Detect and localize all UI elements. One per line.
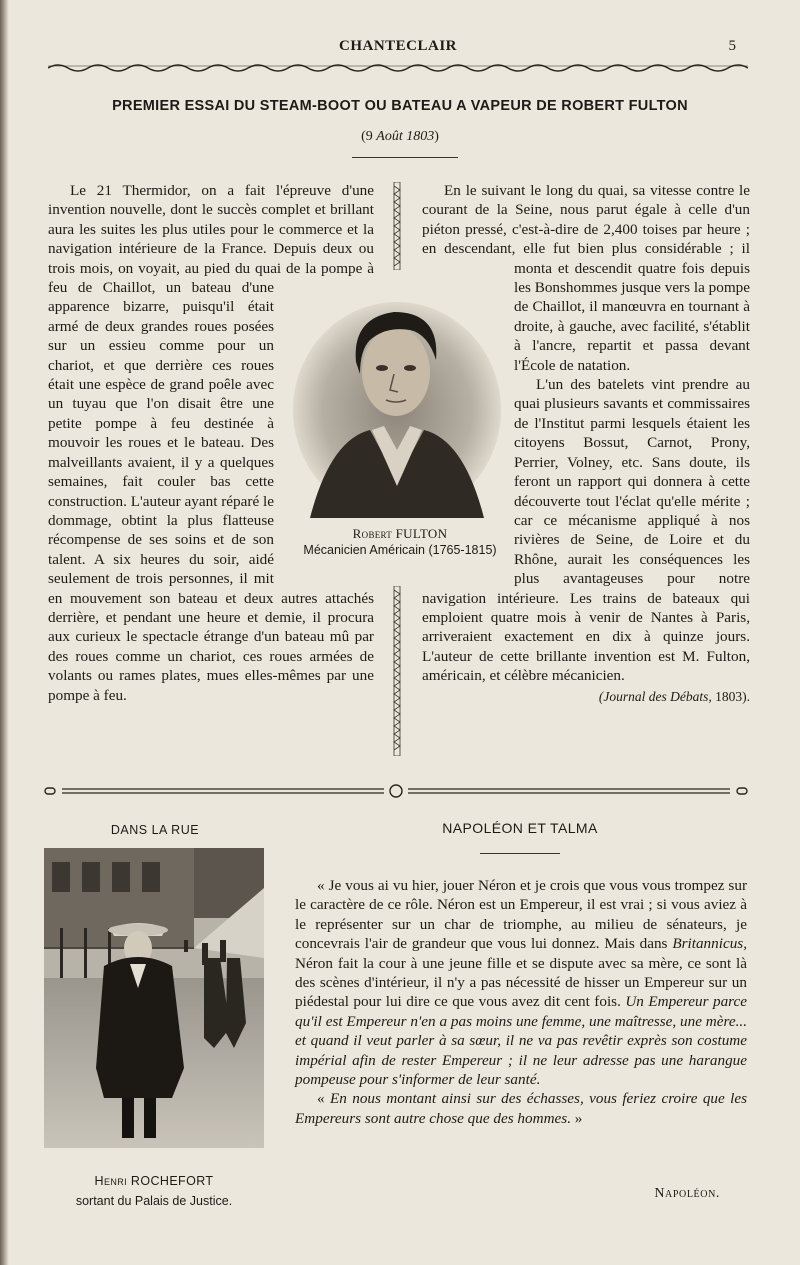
portrait-caption-role: Mécanicien Américain (1765-1815) [303,543,497,557]
photo-caption [40,1171,268,1211]
article2-signature: Napoléon. [654,1186,720,1201]
photo-caption-text: sortant du Palais de Justice. [75,1194,233,1208]
robert-fulton-portrait [290,290,504,518]
article-date: (9 Août 1803) [361,129,439,144]
column-ornament [392,586,402,756]
page-number: 5 [728,38,736,54]
column-ornament [392,182,402,270]
journal-title: CHANTECLAIR [338,38,457,54]
header-wavy-rule [48,60,748,72]
portrait-caption [295,525,505,559]
page-header [48,38,748,72]
article2-body [295,876,747,1128]
section-separator [44,784,756,798]
article2-paragraph: « En nous montant ainsi sur des échasses, vous feriez croire que les Empereurs sont autre chose que des hommes. » [295,1090,747,1127]
article-source: (Journal des Débats, 1803). [598,688,750,704]
henri-rochefort-photo [44,848,264,1148]
article2-paragraph: « Je vous ai vu hier, jouer Néron et je crois que vous vous trompez sur le caractère de ce rôle. Néron est un Empereur, il est vrai ; si vous aviez à le représenter sur un char de triomphe, au milieu de sénateurs, je concevrais l'air de grandeur que vous lui donnez. Mais dans Britannicus, Néron fait la cour à une jeune fille et se dispute avec sa mère, ce sont là des scènes d'intérieur, il n'y a pas nécessité de hisser un Empereur sur un piédestal pour lui dire ce que vous avez dit cent fois. Un Empereur parce qu'il est Empereur n'en a pas moins une femme, une maîtresse, une mère... et quand il veut parler à sa sœur, il ne va pas revêtir exprès son costume impérial afin de rester Empereur ; il ne leur adresse pas une harangue pompeuse pour s'informer de leur santé. [295,877,747,1089]
article-paragraph: L'un des batelets vint prendre au quai plusieurs savants et commissaires de l'Institut parmi lesquels étaient les citoyens Bossut, Carnot, Prony, Perrier, Volney, etc. Sans doute, ils feront un rapport qui donnera à cette découverte tout l'éclat qu'elle mérite ; car ce mécanisme appliqué à nos rivières de Seine, de Loire et du Rhône, aurait les conséquences les plus avantageuses pour notre navigation intérieure. Les trains de bateaux qui emploient quatre mois à venir de Nantes à Paris, arriveraient exactement en dix à quinze jours. L'auteur de cette brillante invention est M. Fulton, américain, et célèbre mécanicien. [422,376,750,685]
article-paragraph: Le 21 Thermidor, on a fait l'épreuve d'une invention nouvelle, dont le succès complet et brillant aura les suites les plus utiles pour le commerce et la navigation intérieure de la France. Depuis deux ou trois mois, on voyait, au pied du quai de la pompe à feu de Chaillot, un bateau d'une apparence bizarre, puisqu'il était armé de deux grandes roues posées sur un essieu comme pour un chariot, et que derrière ces roues était une espèce de grand poêle avec un tuyau que l'on disait être une petite pompe à feu destinée à mouvoir les roues et le bateau. Des malveillants avaient, il y a quelques semaines, fait couler bas cette construction. L'auteur ayant réparé le dommage, obtint la plus flatteuse récompense de ses soins et de son talent. A six heures du soir, aidé seulement de trois personnes, il mit en mouvement son bateau et deux autres attachés derrière, et pendant une heure et demie, il procura aux curieux le spectacle étrange d'un bateau mû par des roues comme un chariot, ces roues armées de volants ou rames plates, mues elles-mêmes par une pompe à feu. [48,182,374,704]
article-paragraph: En le suivant le long du quai, sa vitesse contre le courant de la Seine, nous parut égale à celle d'un piéton pressé, c'est-à-dire de 2,400 toises par heure ; en descendant, elle fut bien plus considérable ; il monta et descendit quatre fois depuis les Bonshommes jusque vers la pompe de Chaillot, il manœuvra en tournant à droite, à gauche, avec facilité, s'établit à l'ancre, repartit et passa devant l'École de natation. [422,182,750,374]
article2-title: NAPOLÉON ET TALMA [442,820,598,836]
photo-caption-name: Henri ROCHEFORT [94,1174,214,1188]
portrait-caption-name: Robert FULTON [352,526,448,541]
article2-title-rule [480,853,560,854]
photo-heading: DANS LA RUE [110,823,200,837]
article-title: PREMIER ESSAI DU STEAM-BOOT OU BATEAU A VAPEUR DE ROBERT FULTON [112,98,688,114]
title-rule [352,157,458,158]
page-binding-shadow [0,0,9,1265]
